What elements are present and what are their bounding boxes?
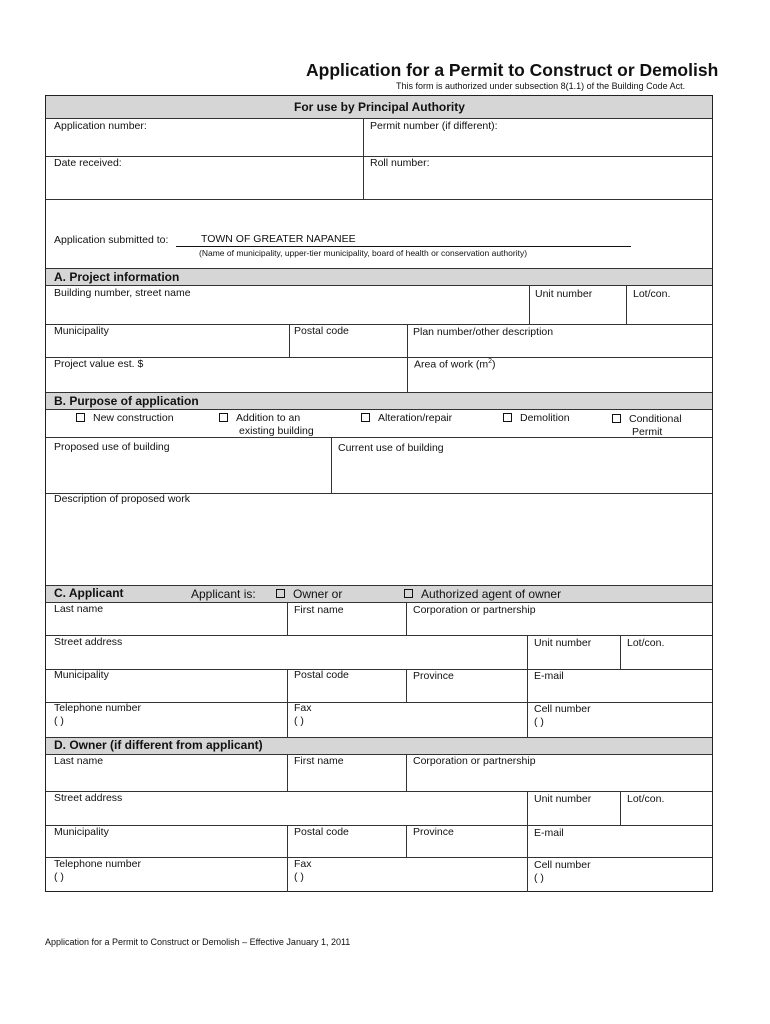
plan-number-field[interactable]: Plan number/other description [413, 326, 554, 338]
applicant-fax-parens: ( ) [294, 715, 304, 727]
owner-email[interactable]: E-mail [534, 827, 564, 839]
conditional-permit-option[interactable]: Conditional Permit [612, 413, 682, 439]
section-b-heading: B. Purpose of application [54, 394, 199, 408]
application-number-field[interactable]: Application number: [54, 120, 147, 132]
section-a-heading: A. Project information [54, 270, 180, 284]
current-use-field[interactable]: Current use of building [338, 442, 444, 454]
applicant-telephone-parens: ( ) [54, 715, 64, 727]
municipality-field[interactable]: Municipality [54, 325, 109, 337]
section-c-heading: C. Applicant [54, 586, 124, 600]
owner-municipality[interactable]: Municipality [54, 826, 109, 838]
checkbox[interactable] [276, 589, 285, 598]
section-c-band [46, 585, 712, 602]
owner-telephone-parens: ( ) [54, 871, 64, 883]
lot-con-field[interactable]: Lot/con. [633, 288, 671, 300]
owner-fax[interactable]: Fax [294, 858, 312, 870]
owner-fax-parens: ( ) [294, 871, 304, 883]
principal-authority-heading: For use by Principal Authority [294, 100, 465, 114]
owner-province[interactable]: Province [413, 826, 454, 838]
new-construction-option[interactable]: New construction [76, 412, 174, 425]
applicant-last-name[interactable]: Last name [54, 603, 104, 615]
unit-number-field[interactable]: Unit number [535, 288, 593, 300]
applicant-email[interactable]: E-mail [534, 670, 564, 682]
owner-lot-con[interactable]: Lot/con. [627, 793, 665, 805]
section-d-heading: D. Owner (if different from applicant) [54, 738, 263, 752]
applicant-lot-con[interactable]: Lot/con. [627, 637, 665, 649]
authorized-agent-option[interactable]: Authorized agent of owner [404, 587, 561, 601]
checkbox[interactable] [219, 413, 228, 422]
applicant-is-label: Applicant is: [191, 587, 256, 601]
owner-postal-code[interactable]: Postal code [294, 826, 349, 838]
owner-cell-parens: ( ) [534, 872, 544, 884]
owner-street-address[interactable]: Street address [54, 792, 123, 804]
checkbox[interactable] [612, 414, 621, 423]
area-of-work-field[interactable]: Area of work $(m^2)$ [414, 358, 496, 371]
checkbox[interactable] [361, 413, 370, 422]
applicant-fax[interactable]: Fax [294, 702, 312, 714]
applicant-first-name[interactable]: First name [294, 604, 344, 616]
roll-number-field[interactable]: Roll number: [370, 157, 430, 169]
applicant-cell-parens: ( ) [534, 716, 544, 728]
applicant-cell[interactable]: Cell number [534, 703, 591, 715]
building-street-field[interactable]: Building number, street name [54, 287, 191, 299]
demolition-option[interactable]: Demolition [503, 412, 570, 425]
submitted-to-value[interactable]: TOWN OF GREATER NAPANEE [201, 233, 356, 245]
checkbox[interactable] [404, 589, 413, 598]
description-field[interactable]: Description of proposed work [54, 493, 190, 505]
permit-number-field[interactable]: Permit number (if different): [370, 120, 498, 132]
owner-option[interactable]: Owner or [276, 587, 342, 601]
submitted-to-label: Application submitted to: [54, 234, 169, 246]
authority-line: This form is authorized under subsection 8(1.1) of the Building Code Act. [396, 81, 686, 91]
applicant-telephone[interactable]: Telephone number [54, 702, 141, 714]
checkbox[interactable] [76, 413, 85, 422]
owner-unit-number[interactable]: Unit number [534, 793, 592, 805]
owner-first-name[interactable]: First name [294, 755, 344, 767]
proposed-use-field[interactable]: Proposed use of building [54, 441, 170, 453]
owner-last-name[interactable]: Last name [54, 755, 104, 767]
form-title: Application for a Permit to Construct or Demolish [306, 60, 719, 80]
applicant-unit-number[interactable]: Unit number [534, 637, 592, 649]
applicant-corporation[interactable]: Corporation or partnership [413, 604, 536, 616]
owner-cell[interactable]: Cell number [534, 859, 591, 871]
submitted-to-note: (Name of municipality, upper-tier municipality, board of health or conservation authority) [199, 248, 528, 258]
alteration-option[interactable]: Alteration/repair [361, 412, 452, 425]
permit-form [45, 95, 713, 892]
applicant-municipality[interactable]: Municipality [54, 669, 109, 681]
owner-corporation[interactable]: Corporation or partnership [413, 755, 536, 767]
addition-option[interactable]: Addition to an existing building [219, 412, 314, 438]
applicant-postal-code[interactable]: Postal code [294, 669, 349, 681]
checkbox[interactable] [503, 413, 512, 422]
applicant-province[interactable]: Province [413, 670, 454, 682]
postal-code-field[interactable]: Postal code [294, 325, 349, 337]
applicant-street-address[interactable]: Street address [54, 636, 123, 648]
footer-text: Application for a Permit to Construct or Demolish – Effective January 1, 2011 [45, 937, 351, 947]
owner-telephone[interactable]: Telephone number [54, 858, 141, 870]
project-value-field[interactable]: Project value est. $ [54, 358, 144, 370]
date-received-field[interactable]: Date received: [54, 157, 122, 169]
